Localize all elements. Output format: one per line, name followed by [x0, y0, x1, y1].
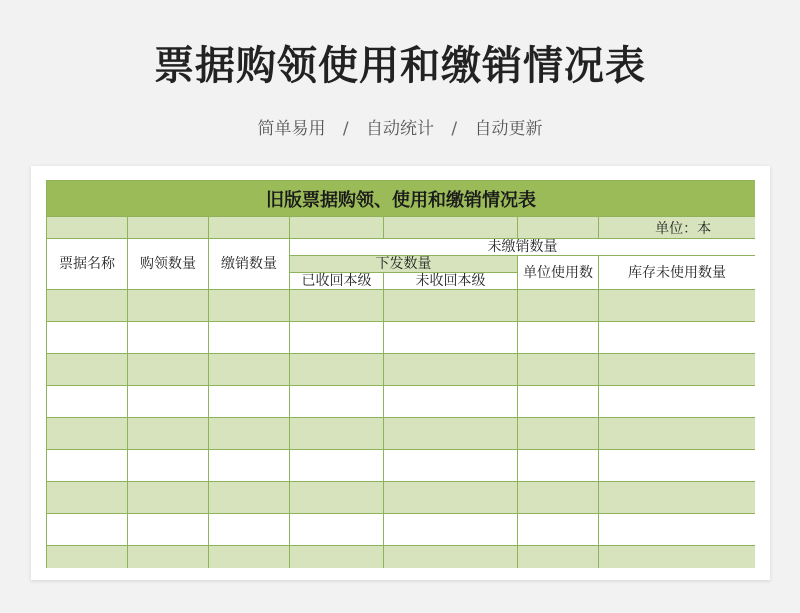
table-cell[interactable] — [209, 482, 290, 514]
tag-auto-update: 自动更新 — [474, 119, 543, 139]
header-row-1 — [47, 239, 756, 256]
table-cell[interactable] — [209, 418, 290, 450]
table-cell[interactable] — [47, 514, 128, 546]
table-cell[interactable] — [290, 546, 384, 569]
table-cell[interactable] — [209, 322, 290, 354]
table-cell[interactable] — [209, 354, 290, 386]
cell[interactable] — [209, 217, 290, 239]
table-cell[interactable] — [128, 482, 209, 514]
spreadsheet-card — [31, 166, 770, 580]
unit-label[interactable]: 单位：本 — [599, 217, 756, 239]
table-row — [47, 450, 756, 482]
col-header-purchased[interactable]: 购领数量 — [128, 239, 209, 290]
table-cell[interactable] — [290, 290, 384, 322]
table-cell[interactable] — [599, 290, 756, 322]
table-cell[interactable] — [384, 322, 518, 354]
table-cell[interactable] — [209, 450, 290, 482]
table-cell[interactable] — [518, 354, 599, 386]
report-table — [46, 180, 755, 568]
sheet-title[interactable]: 旧版票据购领、使用和缴销情况表 — [47, 181, 756, 217]
table-cell[interactable] — [384, 354, 518, 386]
table-cell[interactable] — [384, 450, 518, 482]
cell[interactable] — [384, 217, 518, 239]
col-header-unsettled[interactable]: 未缴销数量 — [290, 239, 756, 256]
table-cell[interactable] — [599, 386, 756, 418]
table-cell[interactable] — [128, 354, 209, 386]
spreadsheet — [46, 180, 755, 568]
table-cell[interactable] — [384, 418, 518, 450]
table-cell[interactable] — [47, 290, 128, 322]
table-cell[interactable] — [290, 322, 384, 354]
tag-auto-stats: 自动统计 — [366, 119, 434, 139]
table-cell[interactable] — [128, 450, 209, 482]
table-row — [47, 290, 756, 322]
sheet-title-row — [47, 181, 756, 217]
col-header-stock-unused[interactable]: 库存未使用数量 — [599, 256, 756, 290]
table-cell[interactable] — [599, 418, 756, 450]
table-cell[interactable] — [47, 418, 128, 450]
table-cell[interactable] — [128, 546, 209, 569]
table-cell[interactable] — [290, 482, 384, 514]
table-cell[interactable] — [47, 482, 128, 514]
table-cell[interactable] — [518, 450, 599, 482]
table-cell[interactable] — [47, 386, 128, 418]
table-cell[interactable] — [47, 450, 128, 482]
table-cell[interactable] — [47, 354, 128, 386]
table-cell[interactable] — [599, 546, 756, 569]
cell[interactable] — [128, 217, 209, 239]
table-cell[interactable] — [290, 450, 384, 482]
table-cell[interactable] — [384, 386, 518, 418]
table-cell[interactable] — [518, 322, 599, 354]
table-cell[interactable] — [599, 322, 756, 354]
feature-tags — [0, 114, 800, 139]
col-header-not-recovered[interactable]: 未收回本级 — [384, 273, 518, 290]
table-cell[interactable] — [209, 386, 290, 418]
col-header-cancelled[interactable]: 缴销数量 — [209, 239, 290, 290]
table-row — [47, 418, 756, 450]
table-cell[interactable] — [599, 514, 756, 546]
table-row — [47, 482, 756, 514]
table-cell[interactable] — [290, 514, 384, 546]
cell[interactable] — [518, 217, 599, 239]
table-cell[interactable] — [209, 546, 290, 569]
table-row — [47, 322, 756, 354]
table-row — [47, 386, 756, 418]
table-row — [47, 546, 756, 569]
tag-easy: 简单易用 — [257, 119, 326, 139]
table-cell[interactable] — [599, 450, 756, 482]
table-cell[interactable] — [128, 290, 209, 322]
table-cell[interactable] — [209, 514, 290, 546]
cell[interactable] — [290, 217, 384, 239]
unit-row — [47, 217, 756, 239]
table-cell[interactable] — [128, 322, 209, 354]
table-cell[interactable] — [599, 482, 756, 514]
table-cell[interactable] — [209, 290, 290, 322]
table-cell[interactable] — [518, 290, 599, 322]
table-cell[interactable] — [518, 386, 599, 418]
table-cell[interactable] — [384, 482, 518, 514]
table-cell[interactable] — [47, 546, 128, 569]
table-cell[interactable] — [518, 418, 599, 450]
table-cell[interactable] — [290, 418, 384, 450]
tag-separator: / — [451, 119, 458, 139]
table-cell[interactable] — [518, 546, 599, 569]
cell[interactable] — [47, 217, 128, 239]
table-cell[interactable] — [47, 322, 128, 354]
table-cell[interactable] — [384, 546, 518, 569]
table-cell[interactable] — [290, 386, 384, 418]
table-row — [47, 354, 756, 386]
table-cell[interactable] — [128, 386, 209, 418]
table-cell[interactable] — [518, 482, 599, 514]
table-cell[interactable] — [599, 354, 756, 386]
table-cell[interactable] — [518, 514, 599, 546]
page-title: 票据购领使用和缴销情况表 — [154, 43, 646, 89]
table-cell[interactable] — [128, 418, 209, 450]
col-header-name[interactable]: 票据名称 — [47, 239, 128, 290]
table-row — [47, 514, 756, 546]
col-header-unit-used[interactable]: 单位使用数 — [518, 256, 599, 290]
table-cell[interactable] — [384, 290, 518, 322]
col-header-recovered[interactable]: 已收回本级 — [290, 273, 384, 290]
table-cell[interactable] — [128, 514, 209, 546]
table-cell[interactable] — [384, 514, 518, 546]
col-header-issued[interactable]: 下发数量 — [290, 256, 518, 273]
table-cell[interactable] — [290, 354, 384, 386]
tag-separator: / — [342, 119, 349, 139]
